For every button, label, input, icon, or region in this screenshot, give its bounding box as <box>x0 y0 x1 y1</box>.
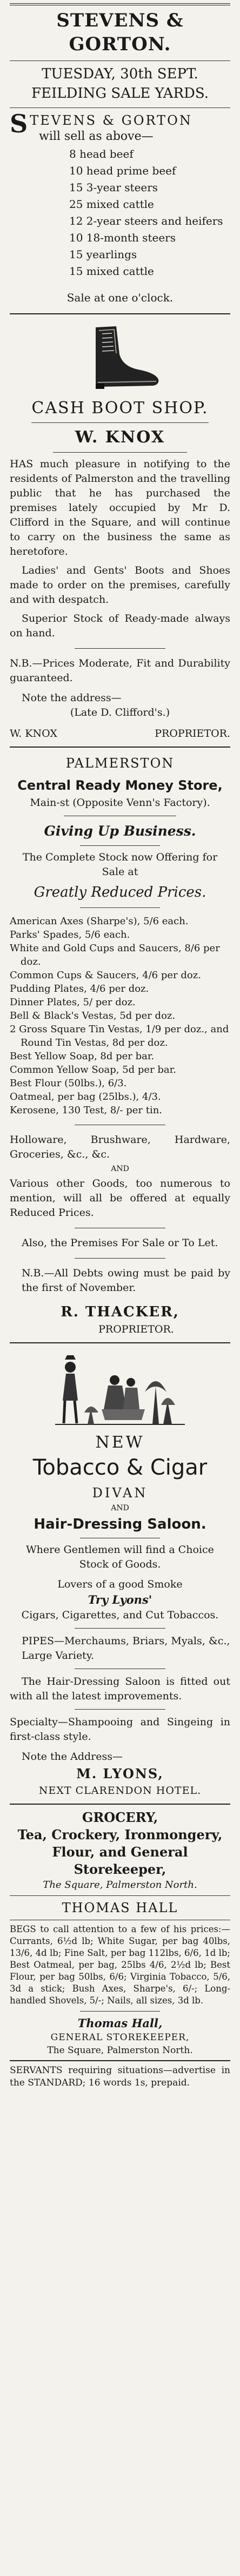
sale-firm-line: TEVENS & GORTON <box>30 113 192 128</box>
store-items <box>10 914 230 1117</box>
sale-dropcap: S <box>10 109 28 138</box>
grocery-para-rule <box>80 2011 160 2012</box>
store-item: Oatmeal, per bag (25lbs.), 4/3. <box>10 1091 161 1102</box>
tobacco-title: Tobacco & Cigar <box>32 1455 208 1480</box>
sale-item: 8 head beef <box>69 147 134 160</box>
store-nb: N.B.—All Debts owing must be paid by the first of November. <box>22 1267 230 1294</box>
grocery-sign-title: GENERAL STOREKEEPER, <box>50 2032 190 2043</box>
boot-nb: N.B.—Prices Moderate, Fit and Durability guaranteed. <box>10 657 230 684</box>
store-item: Best Yellow Soap, 8d per bar. <box>10 1051 155 1062</box>
store-item: 2 Gross Square Tin Vestas, 1/9 per doz., and Round Tin Vestas, 8d per doz. <box>10 1024 229 1048</box>
sale-items <box>10 146 230 280</box>
boot-illustration <box>74 323 166 393</box>
tobacco-try: Try Lyons' <box>88 1593 152 1606</box>
store-town: PALMERSTON <box>65 756 175 771</box>
store-prices: Greatly Reduced Prices. <box>34 884 206 900</box>
sale-item: 15 3-year steers <box>69 181 158 194</box>
store-premises-text: Also, the Premises For Sale or To Let. <box>22 1237 218 1249</box>
grocery-title-2: Tea, Crockery, Ironmongery, <box>17 1827 223 1842</box>
store-headline-rule <box>80 845 160 846</box>
tobacco-name: M. LYONS, <box>76 1766 164 1781</box>
tobacco-para-3: Cigars, Cigarettes, and Cut Tobaccos. <box>21 1609 219 1621</box>
grocery-para: BEGS to call attention to a few of his prices:—Currants, 6½d lb; White Sugar, per bag 40lbs, 13/6, 4d lb; Fine Salt, per bag 112lbs, 6/6, 1d lb; Best Oatmeal, per bag, 25lbs 4/6, 2½d lb; Best Flour, per bag 50lbs, 6/6; Virginia Tobacco, 5/6, 3d a stick; Bush Axes, Sharpe's, 6/-; Long-handled Shovels, 5/-; Nails, all sizes, 3d lb. <box>10 1924 230 2006</box>
store-premises-rule <box>75 1258 165 1259</box>
grocery-name: THOMAS HALL <box>62 1900 178 1915</box>
boot-name: W. KNOX <box>75 428 165 447</box>
boot-signoff-name: W. KNOX <box>10 728 57 739</box>
store-item: Bell & Black's Vestas, 5d per doz. <box>10 1010 176 1021</box>
tobacco-salon-note: The Hair-Dressing Saloon is fitted out with all the latest improvements. <box>10 1676 230 1702</box>
store-prices-rule <box>80 907 160 908</box>
sale-item: 10 18-month steers <box>69 231 176 244</box>
grocery-title-3: Flour, and General <box>52 1844 188 1860</box>
tobacco-address-label: Note the Address— <box>22 1751 123 1763</box>
sale-firm-block <box>10 109 230 145</box>
boot-signoff <box>10 727 230 741</box>
store-item: Best Flour (50lbs.), 6/3. <box>10 1078 127 1089</box>
grocery-title-1: GROCERY, <box>82 1810 158 1825</box>
sale-intro: will sell as above— <box>39 130 154 143</box>
store-item: White and Gold Cups and Saucers, 8/6 per doz. <box>10 943 220 967</box>
grocery-title-rule <box>10 1895 230 1896</box>
boot-para-3: Superior Stock of Ready-made always on hand. <box>10 613 230 639</box>
store-intro: The Complete Stock now Offering for Sale at <box>22 851 218 878</box>
sale-date: TUESDAY, 30th SEPT. <box>42 66 198 82</box>
servants-text: SERVANTS requiring situations—advertise in the STANDARD; 16 words 1s, prepaid. <box>10 2065 230 2088</box>
tobacco-pipes: PIPES—Merchaums, Briars, Myals, &c., Large Variety. <box>22 1635 230 1662</box>
sale-item: 25 mixed cattle <box>69 198 154 211</box>
boot-para-rule <box>75 648 165 649</box>
store-advert <box>10 748 230 1337</box>
grocery-sign-address: The Square, Palmerston North. <box>47 2045 193 2056</box>
tobacco-specialty: Specialty—Shampooing and Singeing in first-class style. <box>10 1716 230 1743</box>
store-various: Various other Goods, too numerous to mention, will all be offered at equally Reduced Prices. <box>10 1178 230 1219</box>
tobacco-para-1: Where Gentlemen will find a Choice Stock of Goods. <box>26 1544 214 1570</box>
store-and: AND <box>111 1165 129 1173</box>
store-item: American Axes (Sharpe's), 5/6 each. <box>10 916 189 927</box>
grocery-advert <box>10 1805 230 2057</box>
store-item: Common Yellow Soap, 5d per bar. <box>10 1064 177 1075</box>
tobacco-para-2: Lovers of a good Smoke <box>57 1578 183 1590</box>
sale-venue: FEILDING SALE YARDS. <box>31 85 209 102</box>
tobacco-para-rule <box>75 1628 165 1629</box>
boot-address-label: Note the address— <box>22 692 122 704</box>
boot-title: CASH BOOT SHOP. <box>31 399 209 418</box>
boot-title-rule <box>31 422 209 423</box>
boot-address-detail: (Late D. Clifford's.) <box>70 707 170 718</box>
boot-advert <box>10 314 230 741</box>
store-headline: Giving Up Business. <box>44 823 196 839</box>
store-item: Kerosene, 130 Test, 8/- per tin. <box>10 1105 163 1116</box>
store-hollow: Holloware, Brushware, Hardware, Groceries, &c., &c. <box>10 1134 230 1160</box>
sale-item: 10 head prime beef <box>69 164 176 177</box>
store-item: Dinner Plates, 5/ per doz. <box>10 997 136 1008</box>
boot-para-2: Ladies' and Gents' Boots and Shoes made to order on the premises, carefully and with despatch. <box>10 564 230 606</box>
servants-advert <box>10 2061 230 2089</box>
store-street: Main-st (Opposite Venn's Factory). <box>30 797 210 809</box>
sale-item: 15 yearlings <box>69 248 137 261</box>
grocery-sign-name: Thomas Hall, <box>77 2016 163 2030</box>
boot-signoff-title: PROPRIETOR. <box>155 728 230 739</box>
sale-item: 12 2-year steers and heifers <box>69 214 223 227</box>
store-premises <box>10 1236 230 1250</box>
boot-para-1: HAS much pleasure in notifying to the residents of Palmerston and the travelling public that he has purchased the premises lately occupied by Mr D. Clifford in the Square, and will continue to carry on the business the same as heretofore. <box>10 458 230 557</box>
boot-name-rule <box>53 452 187 453</box>
grocery-title-4: Storekeeper, <box>74 1861 166 1877</box>
tobacco-location: NEXT CLARENDON HOTEL. <box>38 1785 202 1797</box>
tobacco-illustration <box>50 1349 190 1430</box>
tobacco-and: AND <box>111 1504 129 1512</box>
newspaper-column <box>0 3 240 2576</box>
sale-header: STEVENS & GORTON. <box>56 10 184 55</box>
tobacco-salon-rule <box>75 1709 165 1710</box>
tobacco-divan: DIVAN <box>92 1485 148 1501</box>
store-item: Common Cups & Saucers, 4/6 per doz. <box>10 970 201 981</box>
grocery-title-5: The Square, Palmerston North. <box>43 1879 197 1891</box>
tobacco-advert <box>10 1343 230 1798</box>
sale-header-rule <box>10 60 230 61</box>
store-proprietor: R. THACKER, <box>61 1304 179 1320</box>
sale-closing: Sale at one o'clock. <box>66 291 174 304</box>
sale-item: 15 mixed cattle <box>69 265 154 278</box>
store-item: Pudding Plates, 4/6 per doz. <box>10 983 149 994</box>
store-item: Parks' Spades, 5/6 each. <box>10 929 130 940</box>
sale-venue-rule <box>10 107 230 108</box>
store-name: Central Ready Money Store, <box>17 778 223 793</box>
tobacco-saloon: Hair-Dressing Saloon. <box>34 1516 206 1532</box>
store-proprietor-title: PROPRIETOR. <box>98 1323 174 1335</box>
tobacco-new: NEW <box>95 1433 145 1452</box>
sale-advert <box>10 5 230 306</box>
